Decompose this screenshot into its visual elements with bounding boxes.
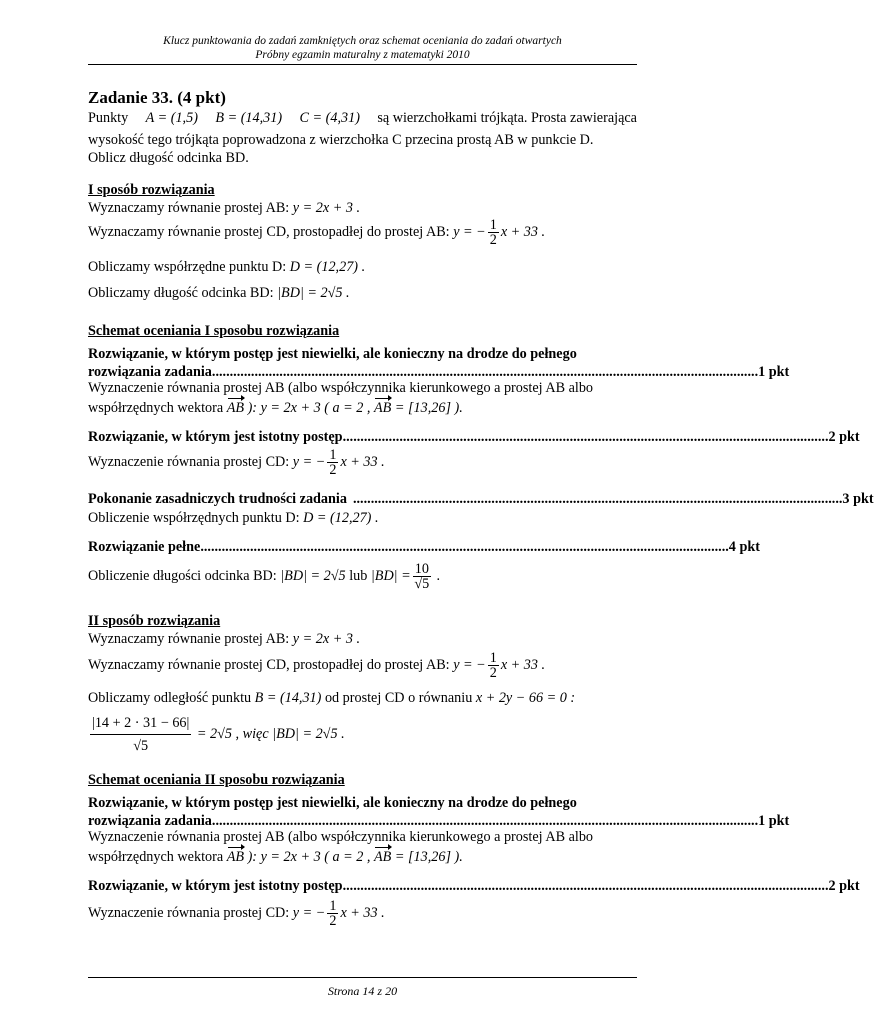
scheme1-r3-desc: Obliczenie współrzędnych punktu D: D = (12,27) . xyxy=(88,510,379,526)
method2-distance: $\frac{|14 + 2 \cdot 31 - 66|}{√5}$ = 2√5 , więc |BD| = 2√5 . xyxy=(88,712,637,757)
scheme2-heading: Schemat oceniania II sposobu rozwiązania xyxy=(88,772,345,788)
scheme2-r2-desc: Wyznaczenie równania prostej CD: y = − $\frac{1}{2}$ x + 33 . xyxy=(88,898,385,929)
fraction-half: $\frac{1}{2}$ xyxy=(489,217,497,248)
scheme2-r1-line1: Rozwiązanie, w którym postęp jest niewielki, ale konieczny na drodze do pełnego xyxy=(88,795,577,811)
scheme1-r2: Rozwiązanie, w którym jest istotny postęp ......................................................................................................................................... 2 pkt xyxy=(88,429,860,445)
header-line-2: Próbny egzamin maturalny z matematyki 2010 xyxy=(255,49,470,61)
method2-heading: II sposób rozwiązania xyxy=(88,613,221,629)
method2-step3: Obliczamy odległość punktu B = (14,31) od prostej CD o równaniu x + 2y − 66 = 0 : xyxy=(88,690,576,706)
fraction-10-over-sqrt5: $\frac{10}{√5}$ xyxy=(414,561,430,592)
fraction-half: $\frac{1}{2}$ xyxy=(329,898,337,929)
scheme2-r1-desc2: współrzędnych wektora AB ): y = 2x + 3 ( a = 2 , AB = [13,26] ). xyxy=(88,849,463,865)
scheme1-r4-desc: Obliczenie długości odcinka BD: |BD| = 2√5 lub |BD| = $\frac{10}{√5}$ . xyxy=(88,561,440,592)
method2-step2: Wyznaczamy równanie prostej CD, prostopadłej do prostej AB: y = − $\frac{1}{2}$ x + 33 . xyxy=(88,650,546,681)
page-number: Strona 14 z 20 xyxy=(327,984,398,998)
header-rule xyxy=(88,64,637,65)
scheme1-r1-desc1: Wyznaczenie równania prostej AB (albo współczynnika kierunkowego a prostej AB albo xyxy=(88,380,594,396)
fraction-half: $\frac{1}{2}$ xyxy=(489,650,497,681)
scheme1-r1-desc2: współrzędnych wektora AB ): y = 2x + 3 ( a = 2 , AB = [13,26] ). xyxy=(88,400,463,416)
method1-step2: Wyznaczamy równanie prostej CD, prostopadłej do prostej AB: y = − $\frac{1}{2}$ x + 33 . xyxy=(88,217,546,248)
scheme1-r1-line1: Rozwiązanie, w którym postęp jest niewielki, ale konieczny na drodze do pełnego xyxy=(88,346,577,362)
footer-rule xyxy=(88,977,637,978)
scheme2-r1-desc1: Wyznaczenie równania prostej AB (albo współczynnika kierunkowego a prostej AB albo xyxy=(88,829,594,845)
scheme1-r4: Rozwiązanie pełne ..................................................................................................................................................... 4 pkt xyxy=(88,539,760,555)
task-line-1: Punkty A = (1,5) B = (14,31) C = (4,31) są wierzchołkami trójkąta. Prosta zawierająca xyxy=(88,110,637,126)
scheme2-r2: Rozwiązanie, w którym jest istotny postęp ......................................................................................................................................... 2 pkt xyxy=(88,878,860,894)
scheme2-r1-line2: rozwiązania zadania .......................................................................................................................................................... 1 pkt xyxy=(88,813,790,829)
task-line-3: Oblicz długość odcinka BD. xyxy=(88,150,249,166)
task-title: Zadanie 33. (4 pkt) xyxy=(88,88,226,107)
task-line-2: wysokość tego trójkąta poprowadzona z wierzchołka C przecina prostą AB w punkcie D. xyxy=(88,132,594,148)
method1-heading: I sposób rozwiązania xyxy=(88,182,215,198)
header-line-1: Klucz punktowania do zadań zamkniętych oraz schemat oceniania do zadań otwartych xyxy=(163,35,562,47)
page-header xyxy=(88,34,637,62)
scheme1-heading: Schemat oceniania I sposobu rozwiązania xyxy=(88,323,340,339)
method1-step4: Obliczamy długość odcinka BD: |BD| = 2√5 . xyxy=(88,285,350,301)
fraction-half: $\frac{1}{2}$ xyxy=(329,447,337,478)
scheme1-r2-desc: Wyznaczenie równania prostej CD: y = − $\frac{1}{2}$ x + 33 . xyxy=(88,447,385,478)
method1-step3: Obliczamy współrzędne punktu D: D = (12,27) . xyxy=(88,259,366,275)
scheme1-r1-line2: rozwiązania zadania .......................................................................................................................................................... 1 pkt xyxy=(88,364,790,380)
distance-fraction: $\frac{|14 + 2 \cdot 31 - 66|}{√5}$ xyxy=(90,712,191,757)
method1-step1: Wyznaczamy równanie prostej AB: y = 2x + 3 . xyxy=(88,200,361,216)
method2-step1: Wyznaczamy równanie prostej AB: y = 2x + 3 . xyxy=(88,631,361,647)
scheme1-r3: Pokonanie zasadniczych trudności zadania .......................................................................................................................................... 3 pkt xyxy=(88,491,874,507)
